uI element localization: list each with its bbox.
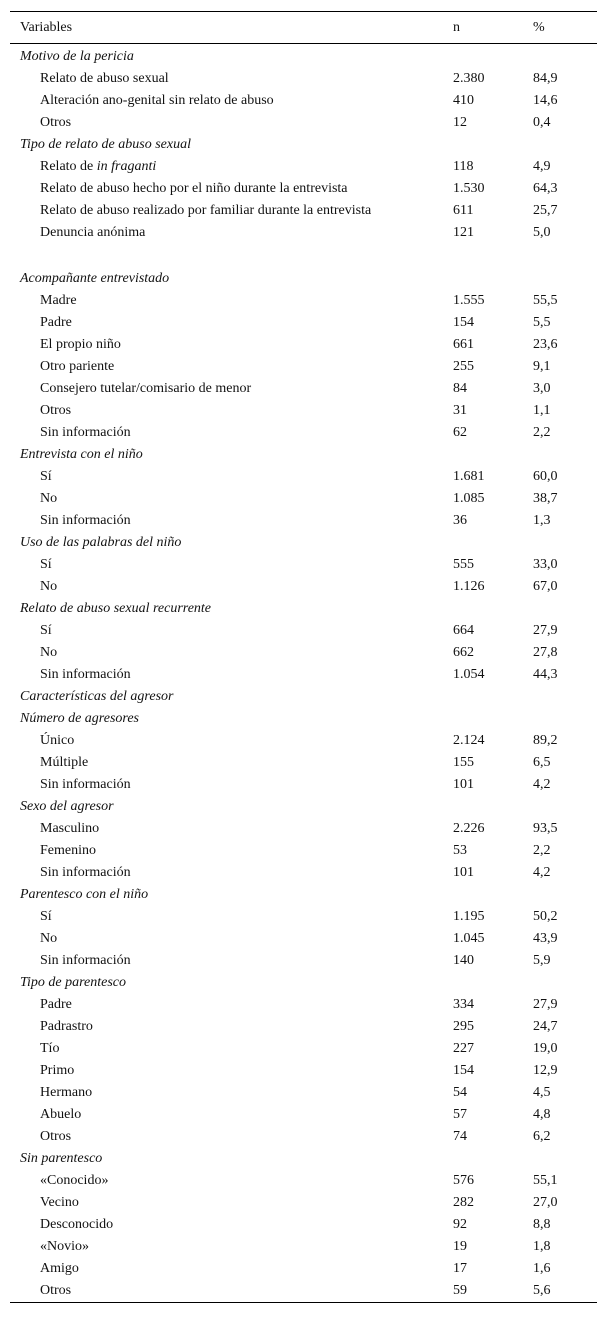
table-row — [10, 1060, 597, 1082]
section-header-row — [10, 796, 597, 818]
row-label-text: No — [40, 579, 58, 594]
row-percent: 55,1 — [533, 1173, 558, 1188]
row-label — [10, 730, 453, 752]
row-label-text: Otro pariente — [40, 359, 115, 374]
table-row — [10, 1280, 597, 1303]
row-percent: 55,5 — [533, 293, 558, 308]
row-count: 661 — [453, 337, 474, 352]
row-count: 31 — [453, 403, 467, 418]
table-row — [10, 290, 597, 312]
row-label — [10, 1280, 453, 1303]
row-percent: 24,7 — [533, 1019, 558, 1034]
row-label-text: Otros — [40, 403, 72, 418]
table-row — [10, 1082, 597, 1104]
section-label: Parentesco con el niño — [20, 887, 149, 902]
table-row — [10, 356, 597, 378]
row-label-text: Padrastro — [40, 1019, 93, 1034]
section-header-row — [10, 708, 597, 730]
table-row — [10, 1192, 597, 1214]
table-row — [10, 994, 597, 1016]
row-label-text: «Conocido» — [40, 1173, 109, 1188]
row-label-text: Múltiple — [40, 755, 89, 770]
row-label — [10, 906, 453, 928]
row-count: 1.530 — [453, 181, 485, 196]
row-label-text: Denuncia anónima — [40, 225, 146, 240]
spacer-cell — [10, 244, 597, 268]
header-percent: % — [533, 12, 597, 44]
row-count: 1.045 — [453, 931, 485, 946]
section-header-row — [10, 268, 597, 290]
row-count: 2.226 — [453, 821, 485, 836]
row-percent: 44,3 — [533, 667, 558, 682]
row-label-text: Sí — [40, 557, 52, 572]
row-label-text: Sin información — [40, 667, 131, 682]
row-count: 282 — [453, 1195, 474, 1210]
table-row — [10, 620, 597, 642]
row-label — [10, 1082, 453, 1104]
row-percent: 93,5 — [533, 821, 558, 836]
table-row — [10, 312, 597, 334]
spacer-row — [10, 244, 597, 268]
section-label: Entrevista con el niño — [20, 447, 143, 462]
row-percent: 4,2 — [533, 865, 551, 880]
row-count: 2.380 — [453, 71, 485, 86]
row-percent: 84,9 — [533, 71, 558, 86]
table-row — [10, 1126, 597, 1148]
section-label: Sexo del agresor — [20, 799, 114, 814]
row-label — [10, 1126, 453, 1148]
row-percent: 8,8 — [533, 1217, 551, 1232]
row-count: 101 — [453, 777, 474, 792]
row-percent: 38,7 — [533, 491, 558, 506]
row-percent: 43,9 — [533, 931, 558, 946]
section-header-row — [10, 444, 597, 466]
table-row — [10, 1236, 597, 1258]
table-row — [10, 112, 597, 134]
row-label — [10, 1038, 453, 1060]
row-label — [10, 466, 453, 488]
row-label-text: El propio niño — [40, 337, 121, 352]
row-label — [10, 334, 453, 356]
section-header-row — [10, 972, 597, 994]
table-row — [10, 752, 597, 774]
row-percent: 4,8 — [533, 1107, 551, 1122]
row-percent: 3,0 — [533, 381, 551, 396]
row-label — [10, 200, 453, 222]
section-label: Acompañante entrevistado — [20, 271, 170, 286]
row-label-text: Relato de abuso realizado por familiar durante la entrevista — [40, 203, 372, 218]
row-count: 662 — [453, 645, 474, 660]
row-label-text: Sí — [40, 623, 52, 638]
table-row — [10, 950, 597, 972]
data-table-container — [10, 11, 597, 1303]
row-percent: 4,5 — [533, 1085, 551, 1100]
row-label-text: Alteración ano-genital sin relato de abuso — [40, 93, 274, 108]
row-label-text: No — [40, 645, 58, 660]
row-percent: 25,7 — [533, 203, 558, 218]
row-count: 155 — [453, 755, 474, 770]
table-row — [10, 554, 597, 576]
row-count: 1.195 — [453, 909, 485, 924]
row-label-text: Padre — [40, 315, 72, 330]
table-row — [10, 400, 597, 422]
row-label — [10, 664, 453, 686]
row-count: 57 — [453, 1107, 467, 1122]
table-row — [10, 422, 597, 444]
table-row — [10, 1170, 597, 1192]
table-row — [10, 774, 597, 796]
row-label-text: Madre — [40, 293, 77, 308]
section-header-row — [10, 598, 597, 620]
section-label: Tipo de parentesco — [20, 975, 127, 990]
row-percent: 50,2 — [533, 909, 558, 924]
row-count: 255 — [453, 359, 474, 374]
row-label-text: Padre — [40, 997, 72, 1012]
row-percent: 12,9 — [533, 1063, 558, 1078]
row-count: 118 — [453, 159, 474, 174]
row-label-text: Único — [40, 733, 75, 748]
row-label-text: No — [40, 931, 58, 946]
row-count: 101 — [453, 865, 474, 880]
header-variables: Variables — [10, 12, 453, 44]
row-count: 154 — [453, 315, 474, 330]
row-count: 19 — [453, 1239, 467, 1254]
section-label: Motivo de la pericia — [20, 49, 134, 64]
table-row — [10, 1038, 597, 1060]
row-percent: 6,2 — [533, 1129, 551, 1144]
table-row — [10, 68, 597, 90]
row-label-text: Otros — [40, 1283, 72, 1298]
row-percent: 27,9 — [533, 997, 558, 1012]
row-count: 1.085 — [453, 491, 485, 506]
row-label-text: Relato de abuso sexual — [40, 71, 169, 86]
header-n: n — [453, 12, 533, 44]
row-count: 410 — [453, 93, 474, 108]
row-count: 1.555 — [453, 293, 485, 308]
row-label — [10, 994, 453, 1016]
row-label-text: Sin información — [40, 865, 131, 880]
row-label — [10, 1236, 453, 1258]
row-label — [10, 422, 453, 444]
row-count: 12 — [453, 115, 467, 130]
row-label — [10, 68, 453, 90]
row-label-text: Primo — [40, 1063, 75, 1078]
row-percent: 0,4 — [533, 115, 551, 130]
section-header-row — [10, 884, 597, 906]
row-label-text: Abuelo — [40, 1107, 82, 1122]
section-label: Relato de abuso sexual recurrente — [20, 601, 212, 616]
row-percent: 1,8 — [533, 1239, 551, 1254]
row-percent: 5,9 — [533, 953, 551, 968]
row-percent: 1,1 — [533, 403, 551, 418]
row-count: 74 — [453, 1129, 467, 1144]
row-label-text: Sin información — [40, 513, 131, 528]
table-row — [10, 1016, 597, 1038]
row-count: 59 — [453, 1280, 533, 1303]
row-label — [10, 1104, 453, 1126]
table-row — [10, 576, 597, 598]
row-label-text: No — [40, 491, 58, 506]
row-label-text: Sin información — [40, 953, 131, 968]
table-row — [10, 334, 597, 356]
row-label — [10, 510, 453, 532]
row-percent: 60,0 — [533, 469, 558, 484]
row-label-text: Amigo — [40, 1261, 79, 1276]
table-row — [10, 488, 597, 510]
table-header — [10, 12, 597, 44]
row-percent: 23,6 — [533, 337, 558, 352]
row-count: 92 — [453, 1217, 467, 1232]
row-percent: 27,9 — [533, 623, 558, 638]
row-label — [10, 156, 453, 178]
row-label — [10, 642, 453, 664]
row-percent: 2,2 — [533, 843, 551, 858]
row-label-text: Femenino — [40, 843, 96, 858]
table-row — [10, 510, 597, 532]
section-label: Número de agresores — [20, 711, 139, 726]
row-label — [10, 1258, 453, 1280]
row-count: 227 — [453, 1041, 474, 1056]
section-header-row — [10, 532, 597, 554]
row-label-text: Relato de abuso hecho por el niño durante la entrevista — [40, 181, 348, 196]
row-count: 611 — [453, 203, 474, 218]
table-row — [10, 906, 597, 928]
row-label — [10, 1214, 453, 1236]
row-percent: 14,6 — [533, 93, 558, 108]
row-label — [10, 620, 453, 642]
row-percent: 64,3 — [533, 181, 558, 196]
row-label — [10, 554, 453, 576]
table-row — [10, 466, 597, 488]
table-row — [10, 156, 597, 178]
row-count: 140 — [453, 953, 474, 968]
row-label — [10, 752, 453, 774]
row-label — [10, 488, 453, 510]
row-count: 62 — [453, 425, 467, 440]
row-label — [10, 818, 453, 840]
row-label — [10, 862, 453, 884]
row-label-text: Relato de — [40, 159, 97, 174]
row-label — [10, 950, 453, 972]
row-label — [10, 400, 453, 422]
row-count: 154 — [453, 1063, 474, 1078]
row-label-text: Otros — [40, 115, 72, 130]
row-label-text: Otros — [40, 1129, 72, 1144]
section-header-row — [10, 686, 597, 708]
row-label-text: Consejero tutelar/comisario de menor — [40, 381, 252, 396]
row-count: 36 — [453, 513, 467, 528]
row-label — [10, 112, 453, 134]
row-percent: 2,2 — [533, 425, 551, 440]
row-label-text: Sin información — [40, 425, 131, 440]
section-label: Tipo de relato de abuso sexual — [20, 137, 191, 152]
table-row — [10, 818, 597, 840]
row-label-text: «Novio» — [40, 1239, 89, 1254]
row-label-text: Sin información — [40, 777, 131, 792]
row-percent: 19,0 — [533, 1041, 558, 1056]
table-row — [10, 862, 597, 884]
row-percent: 27,0 — [533, 1195, 558, 1210]
row-count: 1.681 — [453, 469, 485, 484]
table-row — [10, 664, 597, 686]
row-percent: 4,9 — [533, 159, 551, 174]
table-row — [10, 928, 597, 950]
table-body — [10, 44, 597, 1303]
row-percent: 5,0 — [533, 225, 551, 240]
row-count: 53 — [453, 843, 467, 858]
row-percent: 4,2 — [533, 777, 551, 792]
row-count: 576 — [453, 1173, 474, 1188]
row-label-text: Sí — [40, 909, 52, 924]
row-percent: 1,6 — [533, 1261, 551, 1276]
row-count: 1.126 — [453, 579, 485, 594]
row-label-text: Desconocido — [40, 1217, 114, 1232]
row-count: 121 — [453, 225, 474, 240]
row-label-italic: in fraganti — [96, 159, 157, 174]
row-count: 1.054 — [453, 667, 485, 682]
row-label — [10, 1192, 453, 1214]
row-count: 664 — [453, 623, 474, 638]
section-header-row — [10, 134, 597, 156]
row-percent: 67,0 — [533, 579, 558, 594]
table-row — [10, 840, 597, 862]
row-percent: 9,1 — [533, 359, 551, 374]
section-label: Sin parentesco — [20, 1151, 103, 1166]
data-table — [10, 11, 597, 1303]
row-label — [10, 222, 453, 244]
row-label-text: Tío — [40, 1041, 60, 1056]
row-label — [10, 576, 453, 598]
section-label: Características del agresor — [20, 689, 174, 704]
row-percent: 5,5 — [533, 315, 551, 330]
row-count: 2.124 — [453, 733, 485, 748]
row-label-text: Hermano — [40, 1085, 93, 1100]
row-label — [10, 928, 453, 950]
row-percent: 33,0 — [533, 557, 558, 572]
row-label — [10, 178, 453, 200]
row-label — [10, 774, 453, 796]
section-header-row — [10, 44, 597, 69]
row-count: 54 — [453, 1085, 467, 1100]
section-label: Uso de las palabras del niño — [20, 535, 182, 550]
row-count: 555 — [453, 557, 474, 572]
table-row — [10, 178, 597, 200]
header-row — [10, 12, 597, 44]
row-percent: 1,3 — [533, 513, 551, 528]
table-row — [10, 200, 597, 222]
row-label — [10, 1016, 453, 1038]
row-label — [10, 356, 453, 378]
table-row — [10, 642, 597, 664]
row-label — [10, 1060, 453, 1082]
row-count: 17 — [453, 1261, 467, 1276]
table-row — [10, 1214, 597, 1236]
row-count: 334 — [453, 997, 474, 1012]
row-percent: 6,5 — [533, 755, 551, 770]
table-row — [10, 90, 597, 112]
row-count: 295 — [453, 1019, 474, 1034]
row-label — [10, 90, 453, 112]
row-percent: 5,6 — [533, 1280, 597, 1303]
row-label-text: Masculino — [40, 821, 100, 836]
row-label — [10, 312, 453, 334]
table-row — [10, 222, 597, 244]
row-percent: 89,2 — [533, 733, 558, 748]
table-row — [10, 1104, 597, 1126]
table-row — [10, 378, 597, 400]
row-label — [10, 378, 453, 400]
row-label-text: Sí — [40, 469, 52, 484]
row-count: 84 — [453, 381, 467, 396]
row-label — [10, 290, 453, 312]
table-row — [10, 730, 597, 752]
section-header-row — [10, 1148, 597, 1170]
row-percent: 27,8 — [533, 645, 558, 660]
table-row — [10, 1258, 597, 1280]
row-label-text: Vecino — [40, 1195, 79, 1210]
row-label — [10, 840, 453, 862]
row-label — [10, 1170, 453, 1192]
